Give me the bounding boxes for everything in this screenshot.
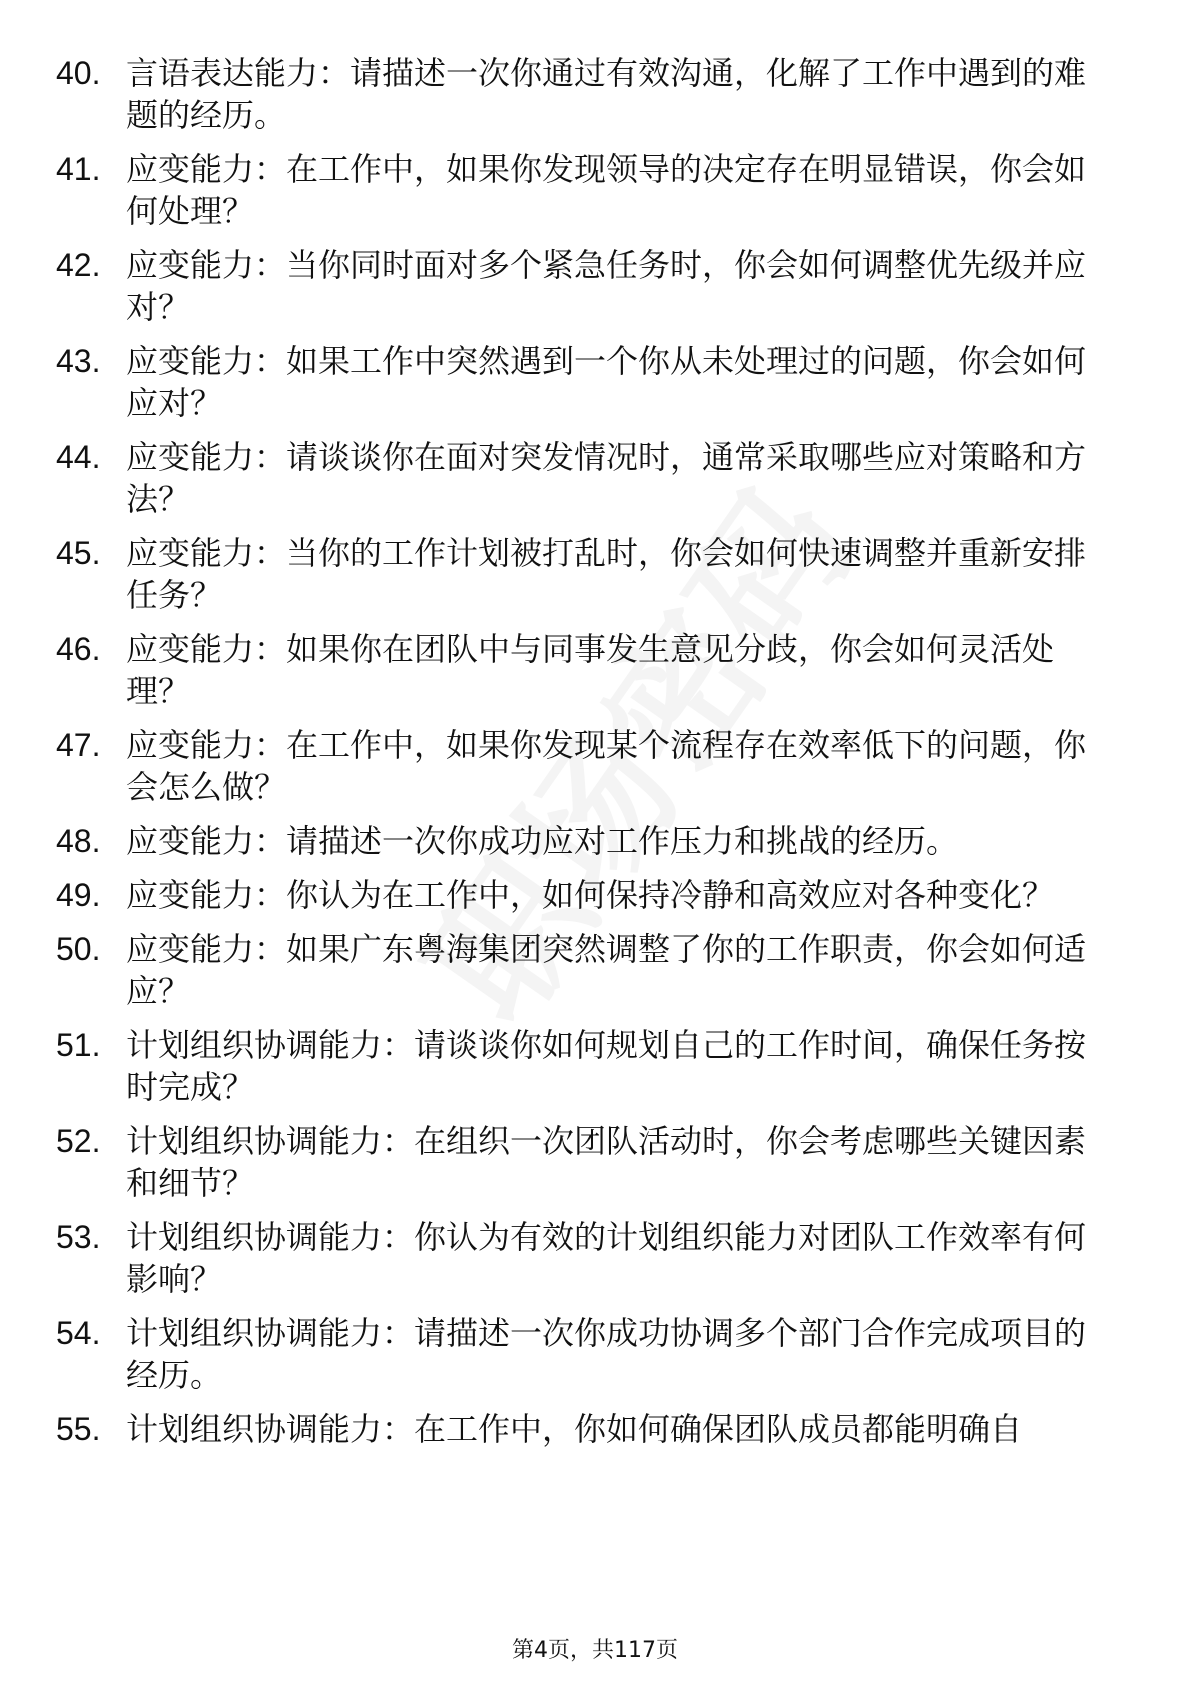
- question-text: 计划组织协调能力：请描述一次你成功协调多个部门合作完成项目的经历。: [126, 1314, 1087, 1394]
- list-item: [0, 724, 1190, 808]
- list-item: [0, 1216, 1190, 1300]
- question-text: 计划组织协调能力：在工作中，你如何确保团队成员都能明确自: [126, 1410, 1023, 1448]
- question-list: [0, 52, 1190, 1462]
- question-text: 应变能力：当你同时面对多个紧急任务时，你会如何调整优先级并应对？: [126, 246, 1087, 326]
- question-text: 计划组织协调能力：请谈谈你如何规划自己的工作时间，确保任务按时完成？: [126, 1026, 1087, 1106]
- list-item: [0, 628, 1190, 712]
- question-number: 50.: [56, 931, 101, 967]
- list-item: [0, 874, 1190, 916]
- question-number: 49.: [56, 877, 101, 913]
- page-footer: 第4页，共117页: [512, 1638, 678, 1663]
- question-number: 45.: [56, 535, 101, 571]
- question-text: 应变能力：如果工作中突然遇到一个你从未处理过的问题，你会如何应对？: [126, 342, 1087, 422]
- question-text: 计划组织协调能力：你认为有效的计划组织能力对团队工作效率有何影响？: [126, 1218, 1087, 1298]
- list-item: [0, 532, 1190, 616]
- question-text: 应变能力：在工作中，如果你发现某个流程存在效率低下的问题，你会怎么做？: [126, 726, 1087, 806]
- question-number: 54.: [56, 1315, 101, 1351]
- question-number: 42.: [56, 247, 101, 283]
- list-item: [0, 1024, 1190, 1108]
- question-text: 应变能力：如果广东粤海集团突然调整了你的工作职责，你会如何适应？: [126, 930, 1087, 1010]
- question-text: 计划组织协调能力：在组织一次团队活动时，你会考虑哪些关键因素和细节？: [126, 1122, 1087, 1202]
- question-text: 应变能力：请谈谈你在面对突发情况时，通常采取哪些应对策略和方法？: [126, 438, 1087, 518]
- question-text: 言语表达能力：请描述一次你通过有效沟通，化解了工作中遇到的难题的经历。: [126, 54, 1087, 134]
- list-item: [0, 244, 1190, 328]
- question-number: 48.: [56, 823, 101, 859]
- question-text: 应变能力：请描述一次你成功应对工作压力和挑战的经历。: [126, 822, 959, 860]
- list-item: [0, 928, 1190, 1012]
- list-item: [0, 340, 1190, 424]
- question-text: 应变能力：如果你在团队中与同事发生意见分歧，你会如何灵活处理？: [126, 630, 1055, 710]
- question-number: 46.: [56, 631, 101, 667]
- question-number: 52.: [56, 1123, 101, 1159]
- question-text: 应变能力：你认为在工作中，如何保持冷静和高效应对各种变化？: [126, 876, 1055, 914]
- question-number: 51.: [56, 1027, 101, 1063]
- list-item: [0, 1120, 1190, 1204]
- question-number: 55.: [56, 1411, 101, 1447]
- question-number: 41.: [56, 151, 101, 187]
- list-item: [0, 1312, 1190, 1396]
- list-item: [0, 148, 1190, 232]
- list-item: [0, 1408, 1190, 1450]
- question-number: 44.: [56, 439, 101, 475]
- question-number: 47.: [56, 727, 101, 763]
- list-item: [0, 52, 1190, 136]
- question-number: 53.: [56, 1219, 101, 1255]
- list-item: [0, 436, 1190, 520]
- question-text: 应变能力：在工作中，如果你发现领导的决定存在明显错误，你会如何处理？: [126, 150, 1087, 230]
- question-text: 应变能力：当你的工作计划被打乱时，你会如何快速调整并重新安排任务？: [126, 534, 1087, 614]
- list-item: [0, 820, 1190, 862]
- question-number: 40.: [56, 55, 101, 91]
- question-number: 43.: [56, 343, 101, 379]
